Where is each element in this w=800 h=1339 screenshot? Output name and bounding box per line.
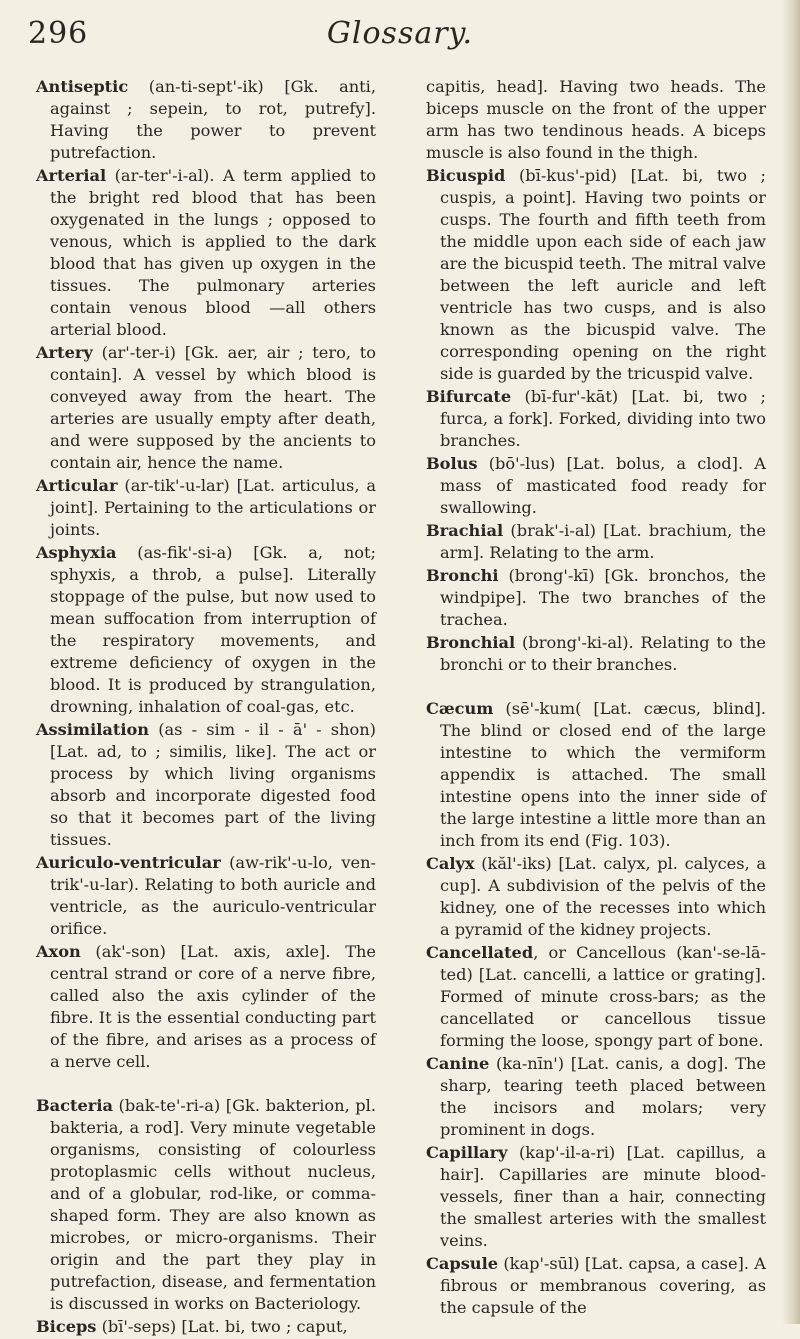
glossary-entry [426, 853, 766, 941]
glossary-entry [426, 1142, 766, 1252]
glossary-definition: (ak'-son) [Lat. axis, axle]. The central strand or core of a nerve fibre, called also the axis cylinder of the fibre. It is the essential conducting part of the fibre, and arises as a process of a nerve cell. [50, 942, 376, 1071]
glossary-entry [426, 565, 766, 631]
glossary-entry [36, 165, 376, 341]
glossary-definition: (ar'-ter-i) [Gk. aer, air ; tero, to contain]. A vessel by which blood is conveyed away from the heart. The arteries are usually empty after death, and were supposed by the ancients to contain air, hence the name. [50, 343, 376, 472]
glossary-definition: (kap'-sūl) [Lat. capsa, a case]. A fibrous or membranous covering, as the capsule of the [440, 1254, 766, 1317]
glossary-entry [426, 76, 766, 164]
glossary-term: Brachial [426, 521, 504, 540]
glossary-term: Capillary [426, 1143, 508, 1162]
glossary-term: Canine [426, 1054, 490, 1073]
glossary-entry [36, 719, 376, 851]
glossary-term: Articular [36, 476, 118, 495]
glossary-definition: (ka-nīn') [Lat. canis, a dog]. The sharp, tearing teeth placed between the incisors and molars; very prominent in dogs. [440, 1054, 766, 1139]
glossary-definition: (as-fik'-si-a) [Gk. a, not; sphyxis, a throb, a pulse]. Literally stoppage of the pulse, but now used to mean suffocation from interruption of the respiratory movements, and extreme deficiency of oxygen in the blood. It is produced by strangulation, drowning, inhalation of coal-gas, etc. [50, 543, 376, 716]
page-number: 296 [28, 16, 89, 51]
page-edge-shadow [782, 0, 800, 1324]
glossary-entry [426, 165, 766, 385]
page-header [28, 10, 772, 54]
glossary-definition: (brong'-kī) [Gk. bronchos, the windpipe]. The two branches of the trachea. [440, 566, 766, 629]
glossary-entry [36, 1095, 376, 1315]
right-column [426, 76, 766, 1320]
glossary-term: Assimilation [36, 720, 150, 739]
glossary-definition: (bī'-seps) [Lat. bi, two ; caput, [96, 1317, 348, 1336]
glossary-entry [426, 632, 766, 676]
glossary-definition: capitis, head]. Having two heads. The biceps muscle on the front of the upper arm has two tendinous heads. A biceps muscle is also found in the thigh. [426, 77, 766, 162]
glossary-definition: (brak'-i-al) [Lat. brachium, the arm]. Relating to the arm. [440, 521, 766, 562]
glossary-term: Calyx [426, 854, 475, 873]
glossary-definition: (aw-rik'-u-lo, ven-trik'-u-lar). Relating to both auricle and ventricle, as the auriculo-ventricular orifice. [50, 853, 376, 938]
glossary-definition: (bī-kus'-pid) [Lat. bi, two ; cuspis, a point]. Having two points or cusps. The fourth and fifth teeth from the middle upon each side of each jaw are the bicuspid teeth. The mitral valve between the left auricle and left ventricle has two cusps, and is also known as the bicuspid valve. The corresponding opening on the right side is guarded by the tricuspid valve. [440, 166, 766, 383]
glossary-entry [36, 342, 376, 474]
glossary-term: Cancellated [426, 943, 534, 962]
glossary-entry [36, 852, 376, 940]
glossary-term: Biceps [36, 1317, 97, 1336]
glossary-definition: (bak-te'-ri-a) [Gk. bakterion, pl. bakteria, a rod]. Very minute vegetable organisms, consisting of colourless protoplasmic cells without nucleus, and of a globular, rod-like, or comma-shaped form. They are also known as microbes, or micro-organisms. Their origin and the part they play in putrefaction, disease, and fermentation is discussed in works on Bacteriology. [50, 1096, 376, 1313]
glossary-entry [36, 475, 376, 541]
glossary-definition: (sē'-kum( [Lat. cæcus, blind]. The blind or closed end of the large intestine to which the vermiform appendix is attached. The small intestine opens into the inner side of the large intestine a little more than an inch from its end (Fig. 103). [440, 699, 766, 850]
glossary-entry [36, 76, 376, 164]
glossary-entry [36, 941, 376, 1073]
glossary-definition: , or Cancellous (kan'-se-lā-ted) [Lat. cancelli, a lattice or grating]. Formed of minute cross-bars; as the cancellated or cancellous tissue forming the loose, spongy part of bone. [440, 943, 766, 1050]
glossary-term: Auriculo-ventricular [36, 853, 221, 872]
running-title: Glossary. [326, 16, 474, 51]
glossary-term: Antiseptic [36, 77, 129, 96]
glossary-entry [36, 1316, 376, 1338]
glossary-definition: (an-ti-sept'-ik) [Gk. anti, against ; sepein, to rot, putrefy]. Having the power to prevent putrefaction. [50, 77, 376, 162]
glossary-definition: (ar-tik'-u-lar) [Lat. articulus, a joint]. Pertaining to the articulations or joints. [50, 476, 376, 539]
glossary-term: Asphyxia [36, 543, 117, 562]
glossary-term: Bicuspid [426, 166, 506, 185]
left-column [36, 76, 376, 1339]
glossary-term: Bacteria [36, 1096, 113, 1115]
glossary-definition: (as - sim - il - ā' - shon) [Lat. ad, to ; similis, like]. The act or process by which living organisms absorb and incorporate digested food so that it becomes part of the living tissues. [50, 720, 376, 849]
glossary-definition: (kăl'-iks) [Lat. calyx, pl. calyces, a cup]. A subdivision of the pelvis of the kidney, one of the recesses into which a pyramid of the kidney projects. [440, 854, 766, 939]
glossary-entry [426, 698, 766, 852]
glossary-term: Arterial [36, 166, 107, 185]
glossary-entry [426, 386, 766, 452]
glossary-term: Bifurcate [426, 387, 512, 406]
glossary-definition: (ar-ter'-i-al). A term applied to the bright red blood that has been oxygenated in the lungs ; opposed to venous, which is applied to the dark blood that has given up oxygen in the tissues. The pulmonary arteries contain venous blood —all others arterial blood. [50, 166, 376, 339]
glossary-definition: (kap'-il-a-ri) [Lat. capillus, a hair]. Capillaries are minute blood-vessels, finer than a hair, connecting the smallest arteries with the smallest veins. [440, 1143, 766, 1250]
glossary-term: Bronchi [426, 566, 499, 585]
glossary-definition: (bī-fur'-kāt) [Lat. bi, two ; furca, a fork]. Forked, dividing into two branches. [440, 387, 766, 450]
glossary-entry [36, 542, 376, 718]
glossary-entry [426, 942, 766, 1052]
glossary-entry [426, 520, 766, 564]
glossary-term: Bolus [426, 454, 478, 473]
glossary-term: Artery [36, 343, 93, 362]
glossary-entry [426, 1253, 766, 1319]
glossary-term: Cæcum [426, 699, 494, 718]
glossary-term: Bronchial [426, 633, 516, 652]
glossary-entry [426, 453, 766, 519]
glossary-definition: (bō'-lus) [Lat. bolus, a clod]. A mass of masticated food ready for swallowing. [440, 454, 766, 517]
glossary-definition: (brong'-ki-al). Relating to the bronchi or to their branches. [440, 633, 766, 674]
glossary-term: Capsule [426, 1254, 499, 1273]
glossary-term: Axon [36, 942, 81, 961]
glossary-entry [426, 1053, 766, 1141]
